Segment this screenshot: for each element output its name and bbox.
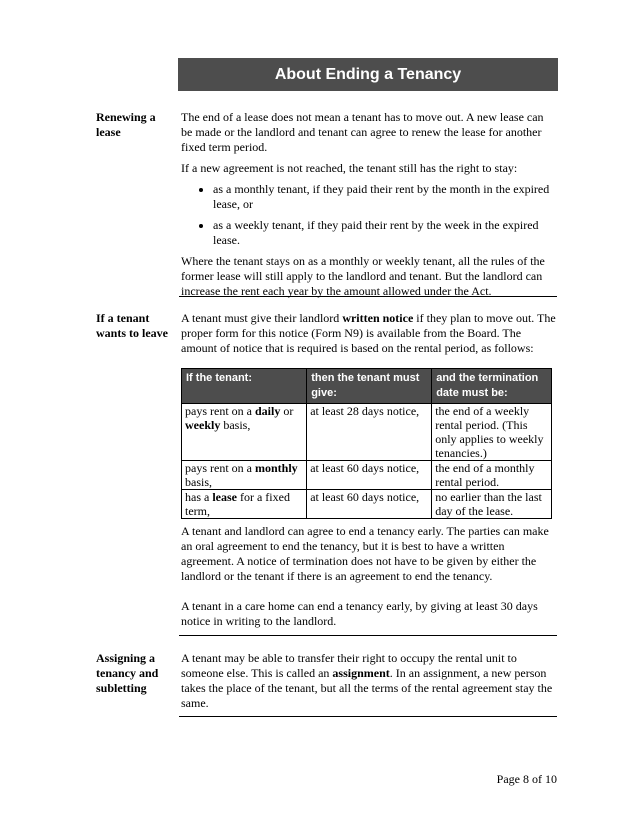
emphasis-assignment: assignment bbox=[332, 666, 390, 680]
table-cell: no earlier than the last day of the lease. bbox=[432, 490, 552, 519]
text-run: pays rent on a bbox=[185, 404, 255, 418]
text-run: or bbox=[280, 404, 294, 418]
emphasis-written-notice: written notice bbox=[342, 311, 414, 325]
section-label-renewing: Renewing a lease bbox=[96, 110, 156, 139]
section-divider bbox=[179, 635, 557, 636]
section-label-leave: If a tenant wants to leave bbox=[96, 311, 168, 340]
text-run: basis, bbox=[185, 475, 212, 489]
table-row bbox=[182, 461, 552, 490]
section-body-assigning bbox=[181, 651, 556, 717]
table-cell: the end of a monthly rental period. bbox=[432, 461, 552, 490]
emphasis: daily bbox=[254, 404, 281, 418]
table-cell: the end of a weekly rental period. (This only applies to weekly tenancies.) bbox=[432, 404, 552, 461]
paragraph: A tenant in a care home can end a tenancy early, by giving at least 30 days notice in writing to the landlord. bbox=[181, 599, 538, 628]
table-cell: at least 28 days notice, bbox=[307, 404, 432, 461]
table-row bbox=[182, 490, 552, 519]
table-cell bbox=[182, 404, 307, 461]
table-cell: at least 60 days notice, bbox=[307, 461, 432, 490]
table-cell bbox=[182, 461, 307, 490]
emphasis: lease bbox=[212, 490, 237, 504]
table-header: If the tenant: bbox=[182, 369, 307, 404]
list-item: • as a monthly tenant, if they paid their rent by the month in the expired lease, or bbox=[213, 182, 556, 212]
table-header: and the termination date must be: bbox=[432, 369, 552, 404]
paragraph: A tenant and landlord can agree to end a tenancy early. The parties can make an oral agreement to end the tenancy, but it is best to have a written agreement. A notice of termination does not have to be given by either the landlord or the tenant if there is an agreement to end the tenancy. bbox=[181, 524, 549, 583]
paragraph: The end of a lease does not mean a tenant has to move out. A new lease can be made or the landlord and tenant can agree to renew the lease for another fixed term period. bbox=[181, 110, 544, 154]
text-run: pays rent on a bbox=[185, 461, 255, 475]
text-run: basis, bbox=[220, 418, 251, 432]
text-run: A tenant may be able to transfer their right to occupy the rental unit to someone else. This is called an bbox=[181, 651, 517, 680]
section-body-leave bbox=[181, 311, 556, 362]
text-run: has a bbox=[185, 490, 213, 504]
table-header-row bbox=[182, 369, 552, 404]
paragraph: Where the tenant stays on as a monthly or weekly tenant, all the rules of the former lease will still apply to the landlord and tenant. But the landlord can increase the rent each year by the amount allowed under the Act. bbox=[181, 254, 545, 298]
notice-table bbox=[181, 368, 552, 519]
table-header: then the tenant must give: bbox=[307, 369, 432, 404]
section-body-renewing bbox=[181, 110, 556, 305]
text-run: A tenant must give their landlord bbox=[181, 311, 343, 325]
emphasis: weekly bbox=[185, 418, 221, 432]
bullet-list bbox=[181, 182, 556, 248]
paragraph bbox=[181, 311, 556, 356]
section-divider bbox=[179, 716, 557, 717]
section-body-leave-continued bbox=[181, 524, 556, 635]
page-number: Page 8 of 10 bbox=[496, 772, 557, 786]
table-cell: at least 60 days notice, bbox=[307, 490, 432, 519]
table-cell bbox=[182, 490, 307, 519]
text-run: . In an assignment, a new person takes the place of the tenant, but all the terms of the rental agreement stay the same. bbox=[181, 666, 553, 710]
emphasis: monthly bbox=[254, 461, 298, 475]
section-divider bbox=[179, 296, 557, 297]
paragraph bbox=[181, 651, 556, 711]
list-item: • as a weekly tenant, if they paid their rent by the week in the expired lease. bbox=[213, 218, 556, 248]
page-title: About Ending a Tenancy bbox=[178, 58, 558, 91]
section-label-assigning: Assigning a tenancy and subletting bbox=[96, 651, 159, 695]
paragraph: If a new agreement is not reached, the tenant still has the right to stay: bbox=[181, 161, 518, 175]
text-run: if they plan to move out. The proper form for this notice (Form N9) is available from the Board. The amount of notice that is required is based on the rental period, as follows: bbox=[181, 311, 556, 355]
text-run: for a fixed term, bbox=[185, 490, 290, 518]
table-row bbox=[182, 404, 552, 461]
